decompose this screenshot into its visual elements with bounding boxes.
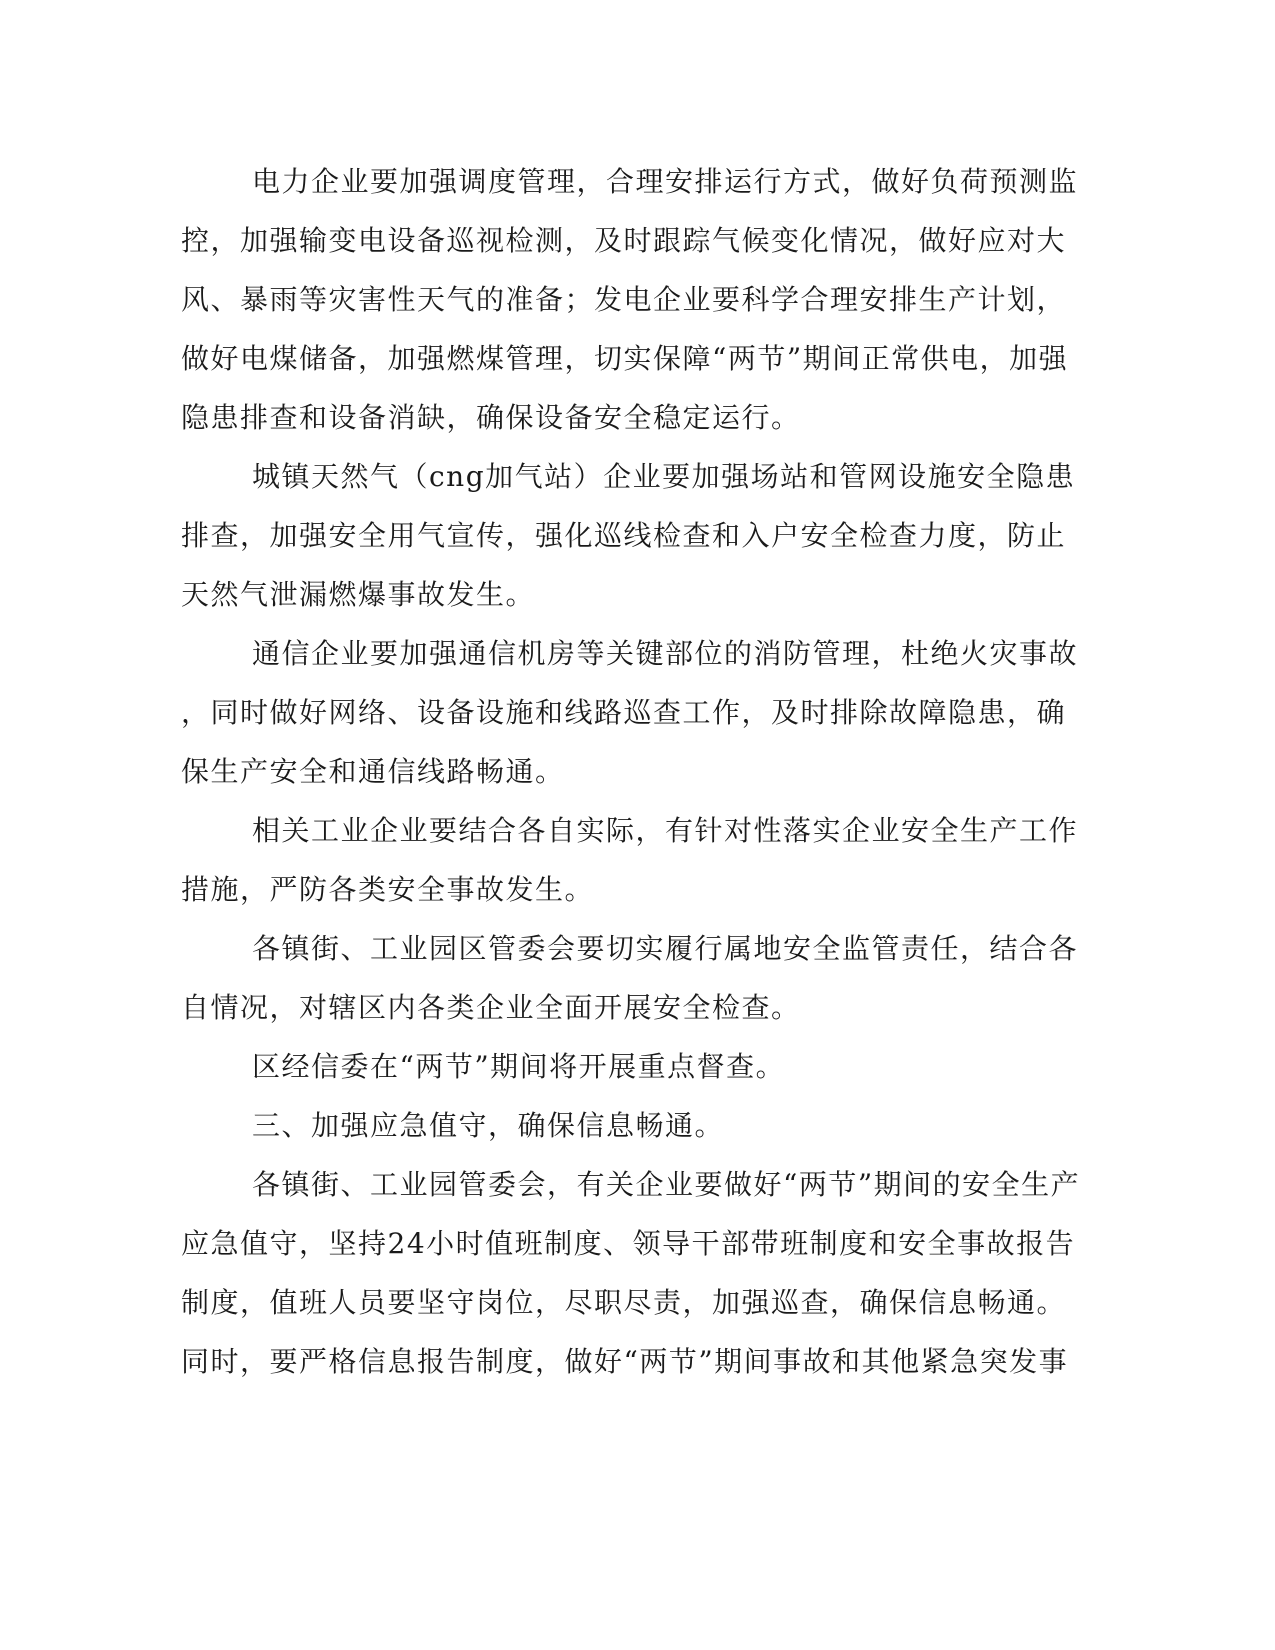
text-line: 各镇街、工业园区管委会要切实履行属地安全监管责任，结合各 (252, 932, 1079, 965)
text-line: 通信企业要加强通信机房等关键部位的消防管理，杜绝火灾事故 (252, 637, 1079, 670)
text-line: 城镇天然气（cng加气站）企业要加强场站和管网设施安全隐患 (252, 460, 1076, 493)
text-line: 相关工业企业要结合各自实际，有针对性落实企业安全生产工作 (252, 814, 1079, 847)
text-line: 电力企业要加强调度管理，合理安排运行方式，做好负荷预测监 (252, 165, 1079, 198)
text-line: 排查，加强安全用气宣传，强化巡线检查和入户安全检查力度，防止 (181, 519, 1067, 552)
text-line: 控，加强输变电设备巡视检测，及时跟踪气候变化情况，做好应对大 (181, 224, 1067, 257)
text-line: 保生产安全和通信线路畅通。 (181, 755, 565, 788)
text-line: 隐患排查和设备消缺，确保设备安全稳定运行。 (181, 401, 801, 434)
text-line: 风、暴雨等灾害性天气的准备；发电企业要科学合理安排生产计划， (181, 283, 1067, 316)
text-line: 天然气泄漏燃爆事故发生。 (181, 578, 536, 611)
text-line: 同时，要严格信息报告制度，做好“两节”期间事故和其他紧急突发事 (181, 1345, 1069, 1378)
text-line: 自情况，对辖区内各类企业全面开展安全检查。 (181, 991, 801, 1024)
text-line: 措施，严防各类安全事故发生。 (181, 873, 595, 906)
text-line: ，同时做好网络、设备设施和线路巡查工作，及时排除故障隐患，确 (181, 696, 1067, 729)
section-heading: 三、加强应急值守，确保信息畅通。 (252, 1109, 725, 1142)
text-line: 做好电煤储备，加强燃煤管理，切实保障“两节”期间正常供电，加强 (181, 342, 1069, 375)
text-line: 区经信委在“两节”期间将开展重点督查。 (252, 1050, 786, 1083)
text-line: 制度，值班人员要坚守岗位，尽职尽责，加强巡查，确保信息畅通。 (181, 1286, 1067, 1319)
text-line: 应急值守，坚持24小时值班制度、领导干部带班制度和安全事故报告 (181, 1227, 1076, 1260)
text-line: 各镇街、工业园管委会，有关企业要做好“两节”期间的安全生产 (252, 1168, 1081, 1201)
